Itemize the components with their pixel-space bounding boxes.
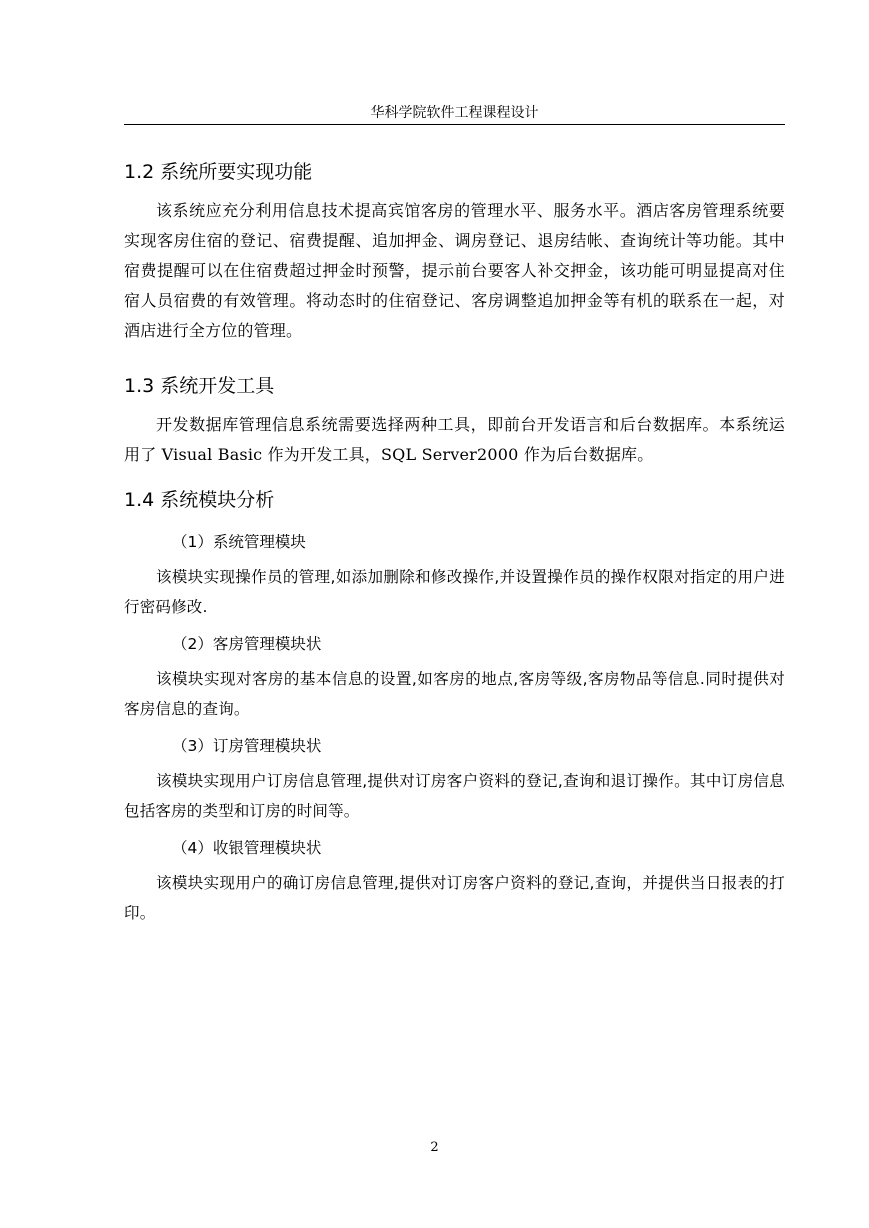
- module-heading-1: （1）系统管理模块: [172, 533, 306, 551]
- page-header: 华科学院软件工程课程设计: [370, 105, 539, 121]
- module-heading-3: （3）订房管理模块状: [172, 737, 322, 755]
- header-divider: [124, 124, 785, 125]
- section-title-1-3: 1.3 系统开发工具: [124, 375, 275, 397]
- section-body-1-2: 该系统应充分利用信息技术提高宾馆客房的管理水平、服务水平。酒店客房管理系统要实现客房住宿的登记、宿费提醒、追加押金、调房登记、退房结帐、查询统计等功能。其中宿费提醒可以在住宿费超过押金时预警，提示前台要客人补交押金，该功能可明显提高对住宿人员宿费的有效管理。将动态时的住宿登记、客房调整追加押金等有机的联系在一起，对酒店进行全方位的管理。: [124, 201, 785, 340]
- page-number: 2: [430, 1140, 439, 1155]
- module-body-4: 该模块实现用户的确订房信息管理,提供对订房客户资料的登记,查询，并提供当日报表的打印。: [124, 874, 785, 922]
- section-title-1-4: 1.4 系统模块分析: [124, 489, 275, 511]
- module-heading-4: （4）收银管理模块状: [172, 839, 322, 857]
- section-title-1-2: 1.2 系统所要实现功能: [124, 161, 313, 183]
- section-body-1-3: 开发数据库管理信息系统需要选择两种工具，即前台开发语言和后台数据库。本系统运用了 Visual Basic 作为开发工具，SQL Server2000 作为后台数据库。: [124, 415, 785, 464]
- module-body-2: 该模块实现对客房的基本信息的设置,如客房的地点,客房等级,客房物品等信息.同时提供对客房信息的查询。: [124, 670, 785, 718]
- module-body-1: 该模块实现操作员的管理,如添加删除和修改操作,并设置操作员的操作权限对指定的用户进行密码修改.: [124, 568, 785, 616]
- module-heading-2: （2）客房管理模块状: [172, 635, 322, 653]
- module-body-3: 该模块实现用户订房信息管理,提供对订房客户资料的登记,查询和退订操作。其中订房信息包括客房的类型和订房的时间等。: [124, 772, 785, 820]
